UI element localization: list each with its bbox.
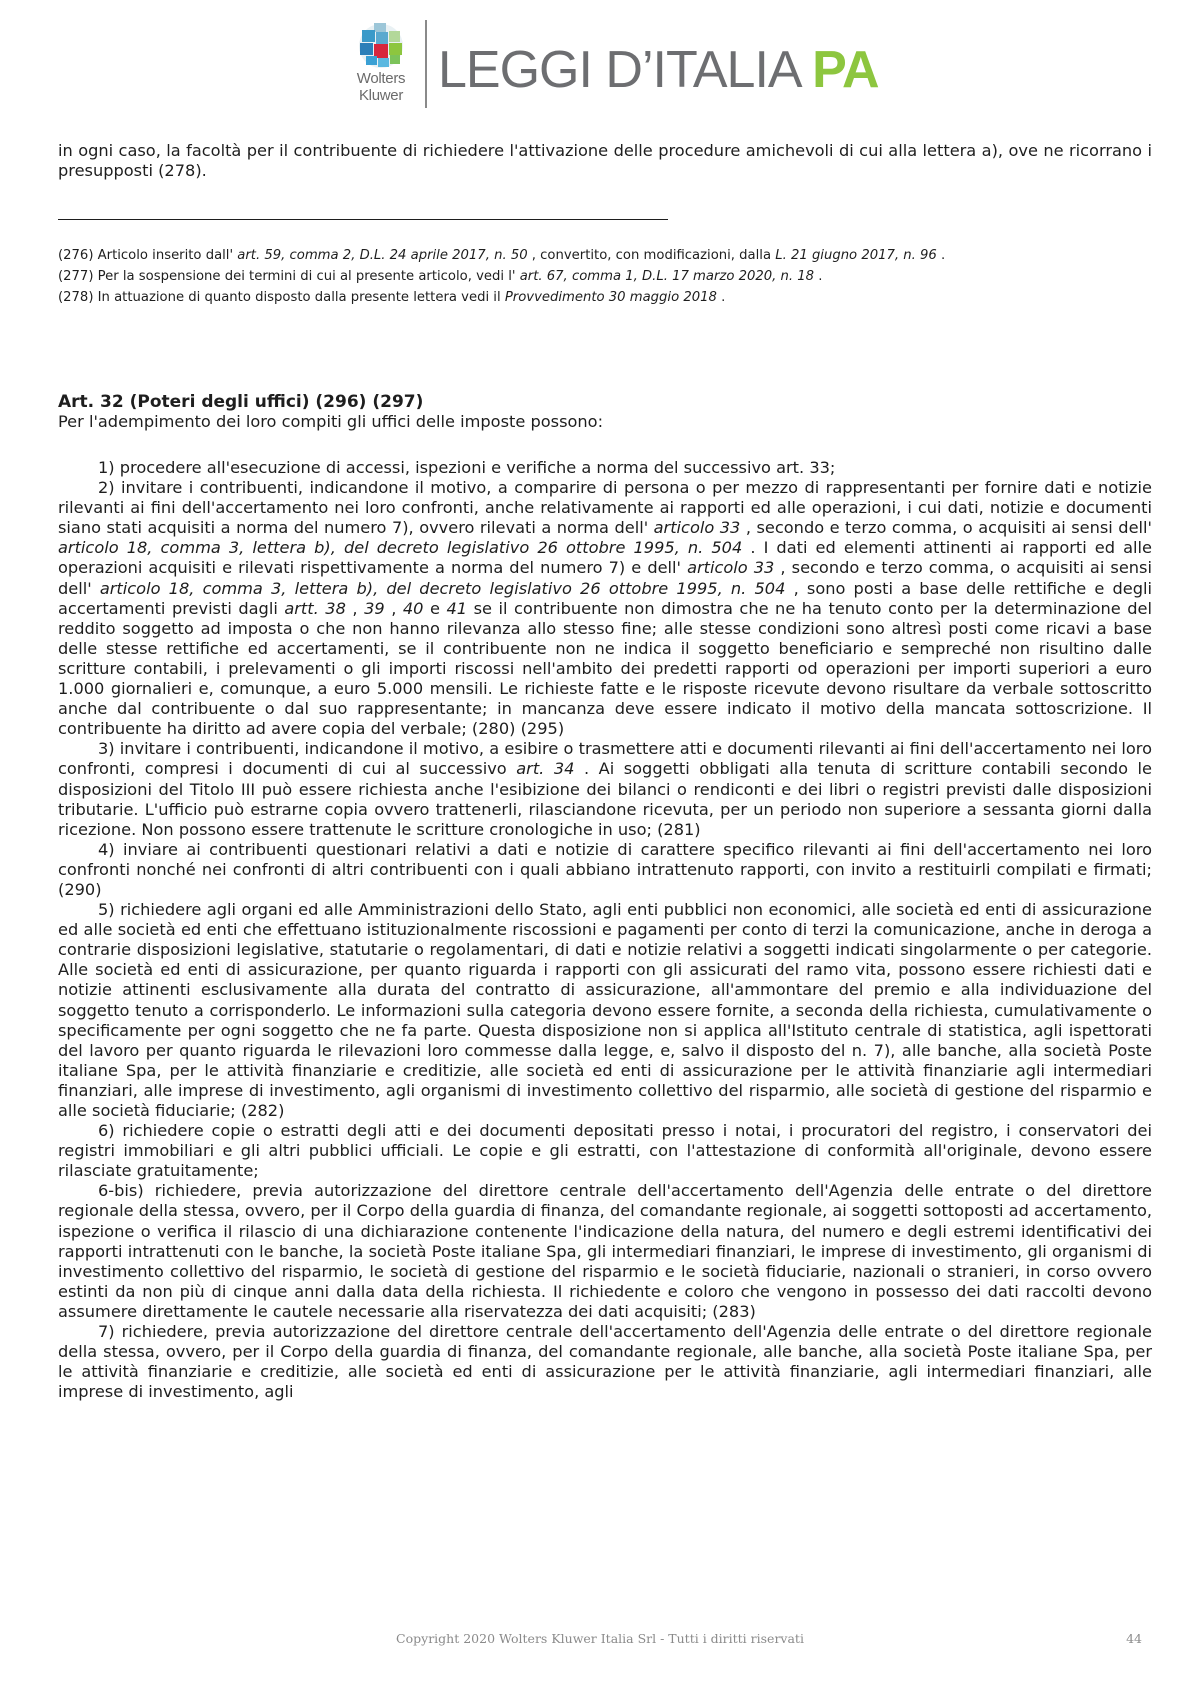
footnote-text: . [936,248,946,263]
item-1: 1) procedere all'esecuzione di accessi, ispezioni e verifiche a norma del successivo art. 33; [98,458,836,477]
footnote-276 [58,245,1152,266]
footnote-text: (277) Per la sospensione dei termini di cui al presente articolo, vedi l' [58,269,520,284]
intro-paragraph: in ogni caso, la facoltà per il contribuente di richiedere l'attivazione delle procedure amichevoli di cui alla lettera a), ove ne ricorrano i presupposti (278). [58,141,1152,180]
law-ref-link[interactable]: artt. 38 [284,598,346,618]
item-text: , [345,598,365,618]
item-text: 3) invitare i contribuenti, indicandone il motivo, a esibire o trasmettere atti e documenti rilevanti ai fini dell'accertamento nei loro confronti, compresi i documenti di cui al successivo [58,739,1152,779]
item-text: , sono posti a base delle rettifiche e degli accertamenti previsti dagli [58,578,1152,618]
item-text: , [384,598,403,618]
law-ref-link[interactable]: articolo 18, comma 3, lettera b), del decreto legislativo 26 ottobre 1995, n. 504 [58,538,743,558]
footnote-ref-link[interactable]: Provvedimento 30 maggio 2018 [504,290,717,305]
item-6-bis: 6-bis) richiedere, previa autorizzazione del direttore centrale dell'accertamento dell'Agenzia delle entrate o del direttore regionale della stessa, ovvero, per il Corpo della guardia di finanza, del comandante regionale, ai soggetti sottoposti ad accertamento, ispezione o verifica il rilascio di una dichiarazione contenente l'indicazione della natura, del numero e degli estremi identificativi dei rapporti intrattenuti con le banche, la società Poste italiane Spa, gli intermediari finanziari, le imprese di investimento, gli organismi di investimento collettivo del risparmio, le società di gestione del risparmio e le società fiduciarie, nazionali o stranieri, in corso ovvero estinti da non più di cinque anni dalla data della richiesta. Il richiedente e coloro che vengono in possesso dei dati raccolti devono assumere direttamente le cautele necessarie alla riservatezza dei dati acquisiti; (283) [58,1181,1152,1321]
footnote-text: (276) Articolo inserito dall' [58,248,238,263]
item-text: 2) invitare i contribuenti, indicandone il motivo, a comparire di persona o per mezzo di rappresentanti per fornire dati e notizie rilevanti ai fini dell'accertamento nei loro confronti, anche relativamente ai rapporti ed alle operazioni, i cui dati, notizie e documenti siano stati acquisiti a norma del numero 7), ovvero rilevati a norma dell' [58,478,1152,538]
footnote-277 [58,266,1152,287]
article-intro: Per l'adempimento dei loro compiti gli uffici delle imposte possono: [58,412,604,431]
wordmark-line-1: Wolters [356,70,406,87]
item-text: . Ai soggetti obbligati alla tenuta di scritture contabili secondo le disposizioni del Titolo III può essere richiesta anche l'esibizione dei bilanci o rendiconti e dei libri o registri previsti dalle disposizioni tributarie. L'ufficio può estrarne copia ovvero trattenerli, rilasciandone ricevuta, per un periodo non superiore a sessanta giorni dalla ricezione. Non possono essere trattenute le scritture cronologiche in uso; (281) [58,759,1153,839]
item-text: . I dati ed elementi attinenti ai rapporti ed alle operazioni acquisiti e rilevati rispettivamente a norma del numero 7) e dell' [58,538,1152,578]
footnote-278 [58,287,1152,308]
law-ref-link[interactable]: 41 [446,598,468,618]
law-ref-link[interactable]: articolo 33 [687,558,775,578]
footnotes [58,245,1152,308]
brand-accent: PA [812,41,879,99]
item-6: 6) richiedere copie o estratti degli atti e dei documenti depositati presso i notai, i procuratori del registro, i conservatori dei registri immobiliari e gli altri pubblici ufficiali. Le copie e gli estratti, con l'attestazione di conformità all'originale, devono essere rilasciate gratuitamente; [58,1121,1152,1181]
item-text: e [423,598,447,618]
article-body [58,458,1152,1402]
footnote-text: . [814,269,823,284]
item-5: 5) richiedere agli organi ed alle Amministrazioni dello Stato, agli enti pubblici non economici, alle società ed enti di assicurazione ed alle società ed enti che effettuano istituzionalmente riscossioni e pagamenti per conto di terzi la comunicazione, anche in deroga a contrarie disposizioni legislative, statutarie o regolamentari, di dati e notizie relativi a soggetti indicati singolarmente o per categorie. Alle società ed enti di assicurazione, per quanto riguarda i rapporti con gli assicurati del ramo vita, possono essere richiesti dati e notizie attinenti esclusivamente alla durata del contratto di assicurazione, all'ammontare del premio e alla individuazione del soggetto tenuto a corrisponderlo. Le informazioni sulla categoria devono essere fornite, a seconda della richiesta, cumulativamente o specificamente per ogni soggetto che ne fa parte. Questa disposizione non si applica all'Istituto centrale di statistica, agli ispettorati del lavoro per quanto riguarda le rilevazioni loro commesse dalla legge, e, salvo il disposto del n. 7), alle banche, alla società Poste italiane Spa, per le attività finanziarie e creditizie, alle società ed enti di assicurazione per le attività finanziarie agli intermediari finanziari, alle imprese di investimento, agli organismi di investimento collettivo del risparmio, alle società di gestione del risparmio e alle società fiduciarie; (282) [58,900,1152,1120]
wolters-kluwer-logo-icon [352,20,410,70]
page-header [0,0,1200,120]
law-ref-link[interactable]: art. 34 [516,759,575,779]
wolters-kluwer-wordmark [340,70,422,104]
item-2 [58,478,1152,739]
footnote-text: (278) In attuazione di quanto disposto dalla presente lettera vedi il [58,290,505,305]
footnote-text: . [716,290,726,305]
item-7: 7) richiedere, previa autorizzazione del direttore centrale dell'accertamento dell'Agenzia delle entrate o del direttore regionale della stessa, ovvero, per il Corpo della guardia di finanza, del comandante regionale, alle banche, alla società Poste italiane Spa, per le attività finanziarie e creditizie, alle società ed enti di assicurazione per le attività finanziarie, agli intermediari finanziari, alle imprese di investimento, agli [58,1322,1152,1402]
footnote-text: , convertito, con modificazioni, dalla [527,248,776,263]
law-ref-link[interactable]: 40 [402,598,424,618]
item-text: se il contribuente non dimostra che ne ha tenuto conto per la determinazione del reddito soggetto ad imposta o che non hanno rilevanza allo stesso fine; alle stesse condizioni sono altresì posti come ricavi a base delle stesse rettifiche ed accertamenti, se il contribuente non ne indica il soggetto beneficiario e sempreché non risultino dalle scritture contabili, i prelevamenti o gli importi riscossi nell'ambito dei predetti rapporti od operazioni per importi superiori a euro 1.000 giornalieri e, comunque, a euro 5.000 mensili. Le richieste fatte e le risposte ricevute devono risultare da verbale sottoscritto anche dal contribuente o dal suo rappresentante; in mancanza deve essere indicato il motivo della mancata sottoscrizione. Il contribuente ha diritto ad avere copia del verbale; (280) (295) [58,598,1152,739]
copyright-notice: Copyright 2020 Wolters Kluwer Italia Srl - Tutti i diritti riservati [396,1631,804,1646]
law-ref-link[interactable]: articolo 33 [653,518,741,538]
item-text: , secondo e terzo comma, o acquisiti ai sensi dell' [58,558,1152,598]
article-title: Art. 32 (Poteri degli uffici) (296) (297) [58,392,424,412]
footnote-ref-link[interactable]: art. 67, comma 1, D.L. 17 marzo 2020, n. 18 [519,269,815,284]
footnote-separator [58,219,668,220]
law-ref-link[interactable]: 39 [364,598,385,618]
item-3 [58,739,1152,839]
footnote-ref-link[interactable]: L. 21 giugno 2017, n. 96 [775,248,937,263]
brand-title [438,40,879,100]
logo-divider [425,20,427,108]
page-footer [0,1631,1200,1651]
law-ref-link[interactable]: articolo 18, comma 3, lettera b), del decreto legislativo 26 ottobre 1995, n. 504 [99,578,786,598]
wordmark-line-2: Kluwer [358,87,404,104]
page-number: 44 [1126,1631,1142,1646]
footnote-ref-link[interactable]: art. 59, comma 2, D.L. 24 aprile 2017, n. 50 [237,248,528,263]
item-4: 4) inviare ai contribuenti questionari relativi a dati e notizie di carattere specifico rilevanti ai fini dell'accertamento nei loro confronti nonché nei confronti di altri contribuenti con i quali abbiano intrattenuto rapporti, con invito a restituirli compilati e firmati; (290) [58,839,1152,899]
brand-main: LEGGI D’ITALIA [438,41,813,99]
continuation-text [58,141,1152,181]
item-text: , secondo e terzo comma, o acquisiti ai sensi dell' [740,518,1152,538]
